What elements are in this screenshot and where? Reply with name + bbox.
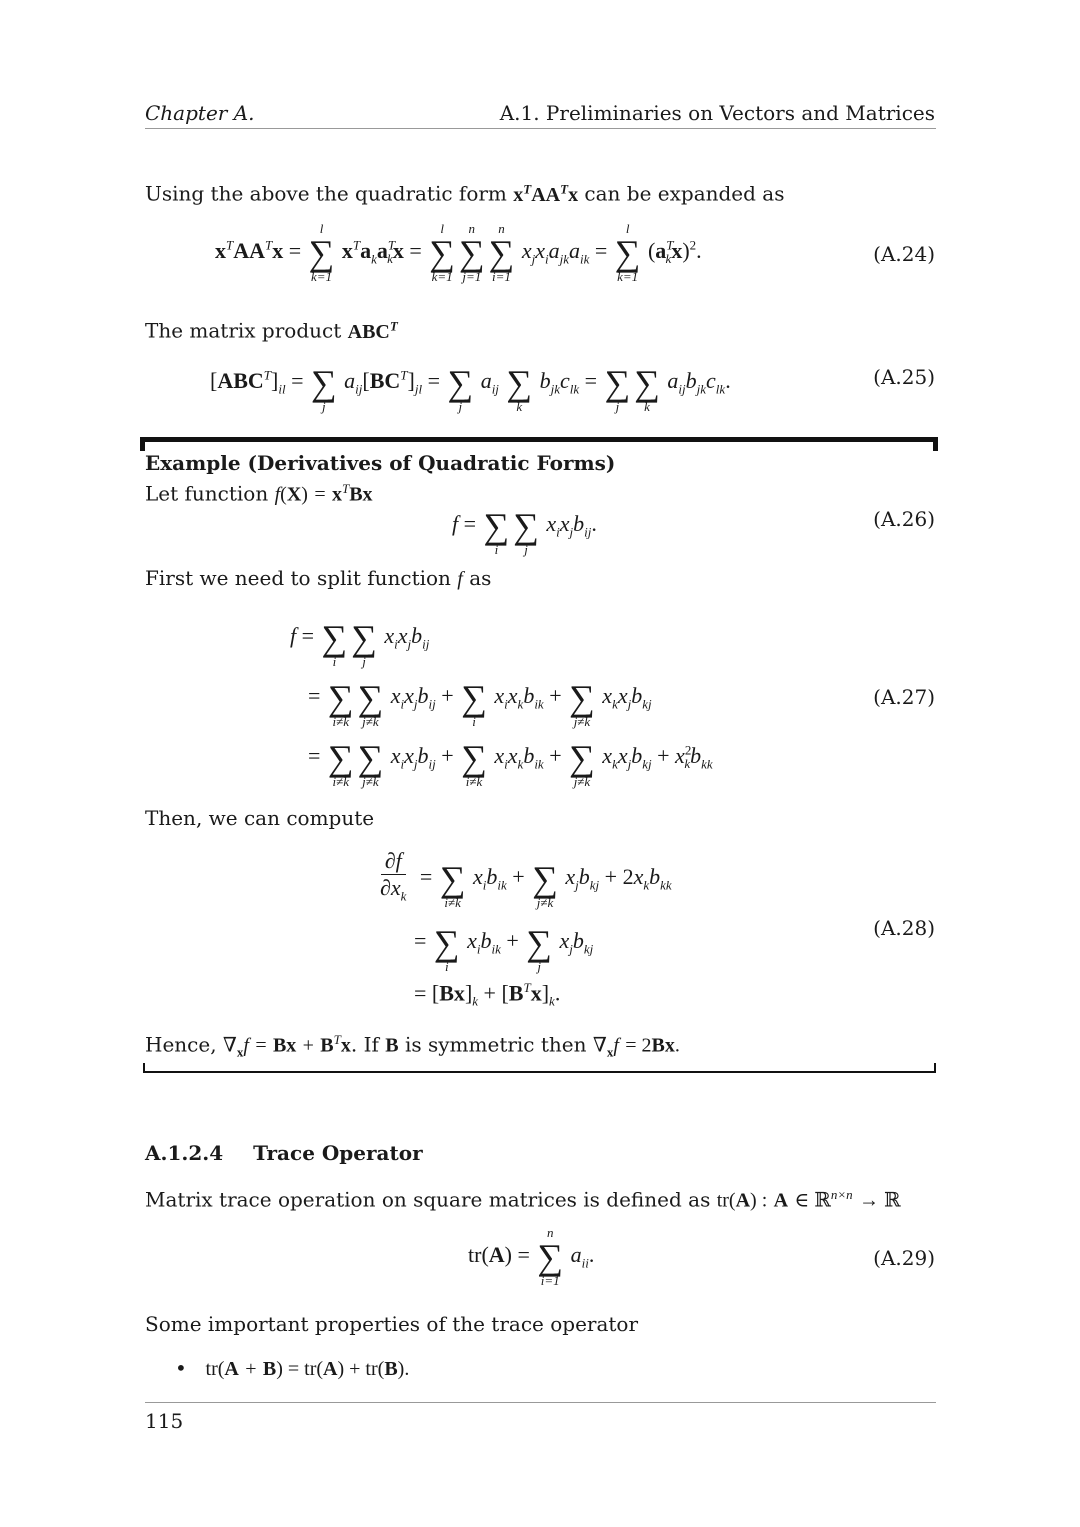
matrix-product-text: The matrix product	[145, 318, 342, 343]
intro-text: Using the above the quadratic form	[145, 181, 507, 206]
trace-property-item: • tr(A + B) = tr(A) + tr(B).	[175, 1356, 410, 1380]
running-header-chapter: Chapter A.	[145, 101, 255, 125]
trace-definition-paragraph: Matrix trace operation on square matrices is defined as tr(A) : A ∈ ℝ$^{n\times n}$ → ℝ	[145, 1187, 901, 1212]
split-tail: as	[469, 566, 492, 590]
equation-a29: tr(A) = n ∑ i=1 $a_{ii}$.	[468, 1225, 595, 1288]
properties-text: Some important properties of the trace operator	[145, 1312, 639, 1336]
page-number: 115	[145, 1409, 184, 1433]
trace-definition-text: Matrix trace operation on square matrices is defined as	[145, 1187, 711, 1212]
equation-number-a24: (A.24)	[873, 242, 935, 266]
section-number: A.1.2.4	[145, 1141, 224, 1165]
equation-a27-line3: = ∑ i≠k ∑ j≠k $x_ix_jb_{ij}$ + ∑ i≠k $x_ix_kb_{ik}$ + ∑ j≠k $x_kx_jb_{kj} + x^2_kb_{kk}$	[308, 738, 713, 789]
example-box-bottom-rule	[143, 1071, 936, 1073]
example-box-top-rule	[140, 437, 938, 442]
equation-a28-line3: = $[Bx]_k + [B^Tx]_k$.	[414, 980, 561, 1009]
intro-paragraph	[145, 176, 785, 208]
equation-number-a25: (A.25)	[873, 365, 935, 389]
equation-a28-line1: $\frac{\partial f}{\partial x_k}$ = ∑ i≠k $x_ib_{ik}$ + ∑ j≠k $x_jb_{kj} + 2x_kb_{kk}$	[380, 848, 672, 910]
example-let-text: Let function	[145, 481, 269, 506]
example-let-paragraph: Let function $f(X) = x^TBx$	[145, 481, 373, 506]
matrix-product-paragraph	[145, 313, 398, 345]
header-rule	[145, 128, 936, 129]
equation-a26: f = ∑ i ∑ j $x_ix_jb_{ij}$.	[452, 506, 597, 557]
equation-a25: $[ABC^T]_{il}$ = ∑ j $a_{ij}[BC^T]_{jl}$ = ∑ j $a_{ij}$ ∑ k $b_{jk}c_{lk}$ = ∑ j ∑ k $a_{ij}b_{jk}c_{lk}$.	[210, 363, 731, 414]
equation-a24: $x^TAA^Tx$ = l ∑ k=1 $x^Ta_ka^T_kx$ = l ∑ k=1 n ∑ j=1 n ∑ i=1 $x_jx_ia_{jk}a_{ik}$ = l ∑ k=1 $(a^T_kx)^2$.	[215, 221, 702, 284]
example-title: Example (Derivatives of Quadratic Forms)	[145, 451, 616, 475]
equation-a27-line2: = ∑ i≠k ∑ j≠k $x_ix_jb_{ij}$ + ∑ i $x_ix_kb_{ik}$ + ∑ j≠k $x_kx_jb_{kj}$	[308, 678, 652, 729]
equation-number-a27: (A.27)	[873, 685, 935, 709]
hence-text: Hence,	[145, 1032, 217, 1057]
compute-text: Then, we can compute	[145, 806, 375, 830]
example-box-top-left-corner	[140, 437, 145, 451]
intro-expression: $x^TAA^Tx$	[513, 181, 579, 206]
intro-tail: can be expanded as	[584, 181, 785, 206]
section-heading	[145, 1140, 423, 1166]
equation-number-a28: (A.28)	[873, 916, 935, 940]
hence-paragraph: Hence, $\nabla_xf = Bx + B^Tx$. If B is symmetric then $\nabla_xf = 2Bx$.	[145, 1032, 680, 1060]
equation-number-a26: (A.26)	[873, 507, 935, 531]
example-box-bottom-left-corner	[143, 1063, 145, 1073]
running-header-section: A.1. Preliminaries on Vectors and Matrices	[499, 101, 935, 125]
bullet: •	[175, 1356, 187, 1380]
hence-mid: . If	[350, 1032, 379, 1057]
section-title: Trace Operator	[253, 1141, 423, 1165]
example-box-bottom-right-corner	[934, 1063, 936, 1073]
hence-mid2: is symmetric then	[404, 1032, 587, 1057]
split-paragraph: First we need to split function f as	[145, 566, 492, 590]
equation-a28-line2: = ∑ i $x_ib_{ik}$ + ∑ j $x_jb_{kj}$	[414, 923, 594, 974]
example-box-top-right-corner	[933, 437, 938, 451]
split-text: First we need to split function	[145, 566, 451, 590]
footer-rule	[145, 1402, 936, 1403]
equation-number-a29: (A.29)	[873, 1246, 935, 1270]
equation-a27-line1: f = ∑ i ∑ j $x_ix_jb_{ij}$	[290, 618, 430, 669]
matrix-product-expression: $ABC^T$	[347, 318, 398, 343]
